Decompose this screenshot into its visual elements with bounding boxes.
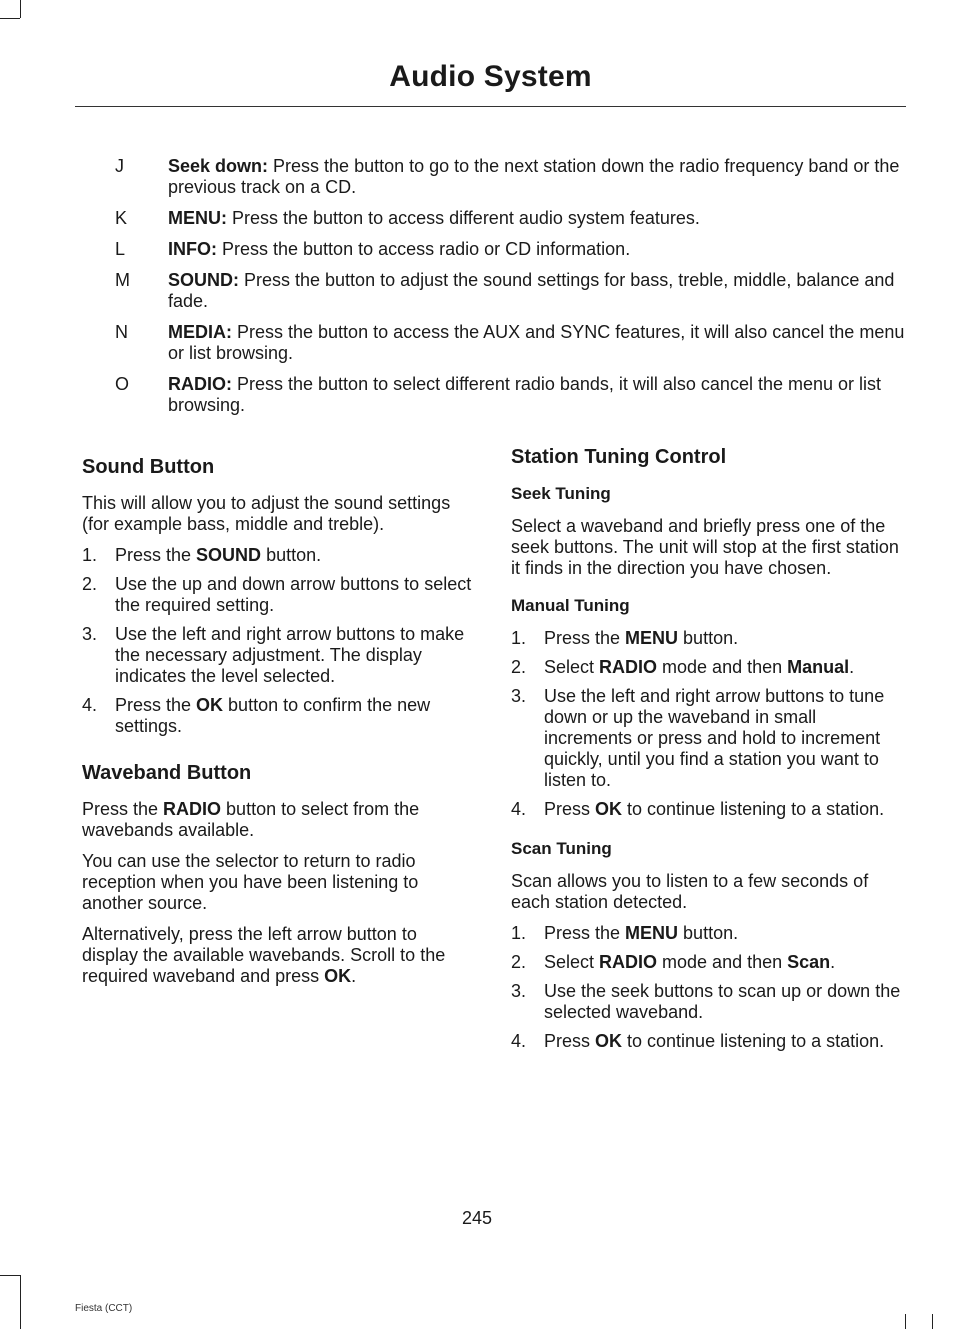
list-number: 3. (82, 624, 98, 644)
right-column (511, 445, 901, 1062)
list-item (511, 628, 901, 649)
key-item-j (75, 156, 906, 198)
waveband-paragraph-2: You can use the selector to return to radio reception when you have been listening to another source. (82, 851, 419, 913)
key-item-l (75, 239, 906, 260)
step-bold: MENU (625, 923, 679, 943)
list-item (511, 981, 901, 1023)
waveband-paragraph-3 (82, 924, 472, 987)
list-number: 1. (511, 923, 527, 943)
step-bold: RADIO (599, 657, 658, 677)
key-description: Press the button to adjust the sound settings for bass, treble, middle, balance and fade. (168, 270, 895, 311)
step-text: Press (544, 1031, 596, 1051)
key-description: Press the button to select different radio bands, it will also cancel the menu or list browsing. (168, 374, 882, 415)
step-bold: SOUND (196, 545, 262, 565)
page-title: Audio System (389, 60, 592, 93)
step-text: . (830, 952, 836, 972)
step-text: button. (678, 628, 739, 648)
list-number: 2. (511, 952, 527, 972)
step-text: Select (544, 657, 600, 677)
key-list (75, 156, 906, 426)
list-item (511, 1031, 901, 1052)
crop-mark-top-left-h (0, 18, 20, 19)
key-label: RADIO: (168, 374, 232, 394)
paragraph-text: button to select from the wavebands available. (82, 799, 420, 840)
list-item (511, 657, 901, 678)
step-text: Press the (115, 545, 197, 565)
crop-mark-bottom-right-v (932, 1314, 933, 1329)
step-text: Use the left and right arrow buttons to make the necessary adjustment. The display indicates the level selected. (115, 624, 465, 686)
list-number: 3. (511, 686, 527, 706)
list-number: 3. (511, 981, 527, 1001)
step-text: button. (678, 923, 739, 943)
left-column (82, 455, 472, 997)
step-bold: OK (196, 695, 224, 715)
page-number: 245 (461, 1208, 493, 1228)
step-text: Select (544, 952, 600, 972)
key-label: SOUND: (168, 270, 239, 290)
crop-mark-top-left-v (20, 0, 21, 18)
crop-mark-bottom-left-v (20, 1275, 21, 1329)
key-description: Press the button to access different audio system features. (227, 208, 700, 228)
step-bold: OK (595, 799, 623, 819)
list-number: 4. (511, 799, 527, 819)
station-tuning-heading: Station Tuning Control (511, 446, 727, 468)
list-number: 1. (511, 628, 527, 648)
list-item (82, 624, 472, 687)
key-label: Seek down: (168, 156, 269, 176)
list-item (82, 545, 472, 566)
list-number: 4. (82, 695, 98, 715)
list-item (511, 952, 901, 973)
step-bold: OK (595, 1031, 623, 1051)
step-bold: Manual (787, 657, 850, 677)
list-number: 1. (82, 545, 98, 565)
scan-tuning-heading: Scan Tuning (511, 839, 612, 858)
waveband-button-heading: Waveband Button (82, 762, 252, 784)
step-text: button. (261, 545, 322, 565)
step-bold: MENU (625, 628, 679, 648)
list-item (82, 574, 472, 616)
sound-steps (82, 545, 472, 737)
key-item-m (75, 270, 906, 312)
step-text: mode and then (657, 952, 788, 972)
step-bold: Scan (787, 952, 831, 972)
list-item (511, 923, 901, 944)
paragraph-bold: RADIO (163, 799, 222, 819)
list-number: 2. (82, 574, 98, 594)
key-item-o (75, 374, 906, 416)
key-letter: M (115, 270, 130, 290)
step-text: Use the seek buttons to scan up or down the selected waveband. (544, 981, 901, 1022)
list-number: 4. (511, 1031, 527, 1051)
step-text: Press the (544, 628, 626, 648)
key-letter: K (115, 208, 128, 228)
step-bold: RADIO (599, 952, 658, 972)
manual-tuning-heading: Manual Tuning (511, 596, 630, 615)
key-label: MEDIA: (168, 322, 232, 342)
step-text: Use the left and right arrow buttons to tune down or up the waveband in small increments or press and hold to increment quickly, until you find a station you want to listen to. (544, 686, 885, 790)
sound-intro: This will allow you to adjust the sound settings (for example bass, middle and treble). (82, 493, 451, 534)
list-item (82, 695, 472, 737)
paragraph-text: . (351, 966, 357, 986)
step-text: to continue listening to a station. (622, 1031, 885, 1051)
key-letter: N (115, 322, 128, 342)
step-text: Press the (115, 695, 197, 715)
paragraph-bold: OK (324, 966, 352, 986)
sound-button-heading: Sound Button (82, 456, 215, 478)
paragraph-text: Press the (82, 799, 164, 819)
key-item-n (75, 322, 906, 364)
step-text: to continue listening to a station. (622, 799, 885, 819)
key-letter: J (115, 156, 124, 176)
key-description: Press the button to go to the next station down the radio frequency band or the previous track on a CD. (168, 156, 900, 197)
step-text: button to confirm the new settings. (115, 695, 431, 736)
key-letter: L (115, 239, 126, 259)
crop-mark-bottom-left-h (0, 1275, 20, 1276)
list-item (511, 799, 901, 820)
list-number: 2. (511, 657, 527, 677)
crop-mark-bottom-mid-v (905, 1314, 906, 1329)
seek-tuning-heading: Seek Tuning (511, 484, 611, 503)
key-item-k (75, 208, 906, 229)
step-text: . (849, 657, 855, 677)
manual-steps (511, 628, 901, 820)
step-text: Press (544, 799, 596, 819)
key-letter: O (115, 374, 130, 394)
paragraph-text: Alternatively, press the left arrow button to display the available wavebands. Scroll to the required waveband and press (82, 924, 446, 986)
step-text: Use the up and down arrow buttons to select the required setting. (115, 574, 472, 615)
scan-steps (511, 923, 901, 1052)
footer-model: Fiesta (CCT) (75, 1303, 133, 1314)
list-item (511, 686, 901, 791)
title-divider (75, 106, 906, 107)
scan-tuning-text: Scan allows you to listen to a few seconds of each station detected. (511, 871, 869, 912)
seek-tuning-text: Select a waveband and briefly press one of the seek buttons. The unit will stop at the first station it finds in the direction you have chosen. (511, 516, 899, 578)
waveband-paragraph-1 (82, 799, 472, 841)
step-text: Press the (544, 923, 626, 943)
key-description: Press the button to access the AUX and SYNC features, it will also cancel the menu or list browsing. (168, 322, 905, 363)
key-label: INFO: (168, 239, 217, 259)
key-description: Press the button to access radio or CD information. (217, 239, 631, 259)
step-text: mode and then (657, 657, 788, 677)
key-label: MENU: (168, 208, 227, 228)
